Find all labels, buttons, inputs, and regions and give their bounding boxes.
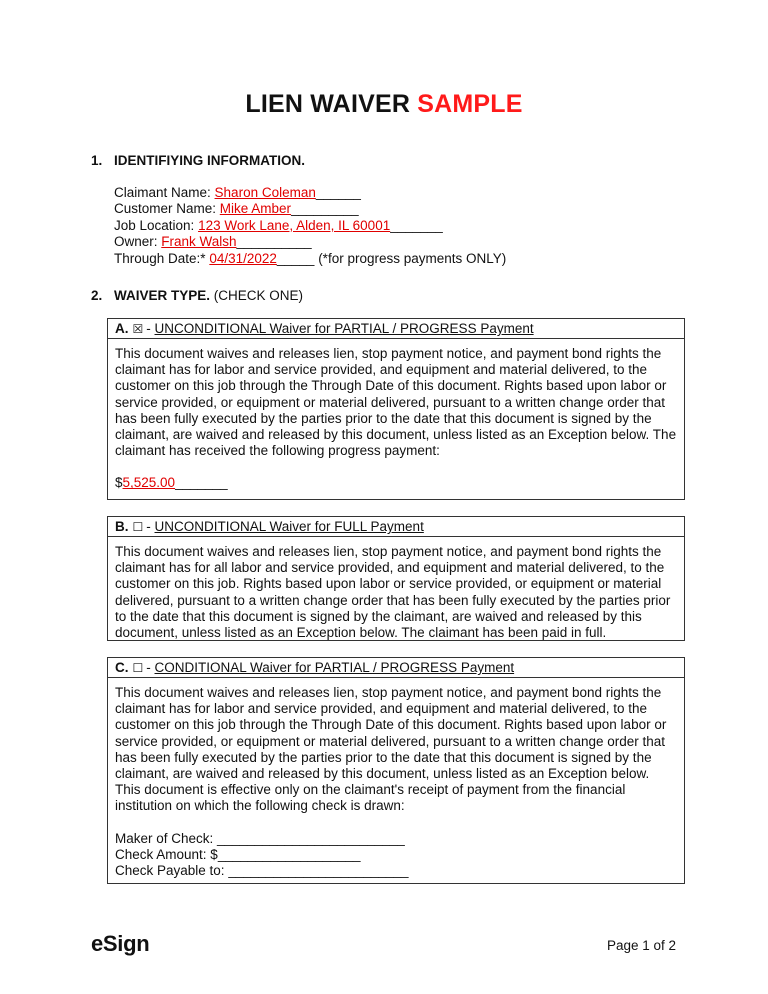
waiver-c-dash: - [146, 660, 155, 675]
waiver-a-text: This document waives and releases lien, stop payment notice, and payment bond rights the claimant has for labor and service provided, and equipment and material delivered, to the customer on this job through the Through Date of this document. Rights based upon labor or service provided, or equipment or material delivered, pursuant to a written change order that has been fully executed by the parties prior to the date that this document is signed by the claimant, are waived and released by this document, unless listed as an Exception below. The claimant has received the following progress payment: [115, 346, 677, 459]
field-label: Maker of Check: [115, 830, 218, 846]
claimant-name-row [114, 185, 506, 201]
field-blank: _________ [291, 201, 359, 217]
section-1-title: IDENTIFIYING INFORMATION. [114, 153, 305, 168]
amount-value[interactable]: 5,525.00 [122, 475, 176, 491]
waiver-a-checkbox[interactable]: ☒ [132, 322, 144, 336]
owner-row [114, 234, 506, 250]
maker-of-check-blank[interactable]: _________________________ [217, 830, 405, 846]
field-label: Check Payable to: [115, 863, 229, 879]
waiver-c-box [107, 657, 685, 884]
waiver-b-heading: UNCONDITIONAL Waiver for FULL Payment [154, 519, 424, 534]
waiver-a-box [107, 318, 685, 500]
document-title [0, 90, 768, 119]
waiver-b-checkbox[interactable]: ☐ [132, 520, 144, 534]
check-fields [115, 831, 677, 880]
waiver-b-letter: B. [115, 519, 129, 534]
waiver-c-header [108, 658, 684, 678]
field-blank: ______ [315, 185, 361, 200]
waiver-c-text: This document waives and releases lien, stop payment notice, and payment bond rights the claimant has for labor and service provided, and equipment and material delivered, to the customer on this job through the Through Date of this document. Rights based upon labor or service provided, or equipment or material delivered, pursuant to a written change order that has been fully executed by the parties prior to the date that this document is signed by the claimant, are waived and released by this document, unless listed as an Exception below. This document is effective only on the claimant's receipt of payment from the financial institution on which the following check is drawn: [115, 685, 667, 814]
field-label: Job Location: [114, 217, 199, 233]
esign-logo: eSign [91, 931, 150, 956]
waiver-b-header [108, 517, 684, 537]
customer-name-row [114, 201, 506, 217]
page-number: Page 1 of 2 [606, 938, 676, 953]
waiver-b-text: This document waives and releases lien, stop payment notice, and payment bond rights the claimant has for all labor and service provided, and equipment and material delivered, to the customer on this job. Rights based upon labor or service provided, or equipment or material delivered, pursuant to a written change order that has been fully executed by the parties prior to the date that this document is signed by the claimant, are waived and released by this document, unless listed as an Exception below. The claimant has been paid in full. [115, 544, 671, 641]
waiver-a-header [108, 319, 684, 339]
customer-name-value[interactable]: Mike Amber [219, 201, 292, 217]
section-2-note: (CHECK ONE) [210, 288, 304, 303]
section-1-number: 1. [91, 153, 103, 168]
amount-prefix: $ [115, 475, 123, 491]
field-label: Customer Name: [114, 201, 220, 217]
field-blank: __________ [236, 234, 312, 250]
title-main: LIEN WAIVER [245, 90, 411, 118]
through-date-value[interactable]: 04/31/2022 [209, 250, 277, 266]
section-1-heading [91, 153, 305, 168]
waiver-b-box [107, 516, 685, 641]
check-payable-row [115, 863, 677, 879]
title-accent: SAMPLE [417, 90, 523, 118]
field-label: Check Amount: $ [115, 846, 218, 862]
through-date-row [114, 251, 506, 267]
maker-of-check-row [115, 831, 677, 847]
check-payable-blank[interactable]: ________________________ [228, 863, 409, 879]
job-location-row [114, 218, 506, 234]
waiver-a-dash: - [146, 321, 155, 336]
field-blank: _____ [276, 250, 315, 266]
section-2-title: WAIVER TYPE. [114, 288, 211, 303]
owner-value[interactable]: Frank Walsh [161, 234, 237, 250]
section-2-number: 2. [91, 288, 103, 303]
check-amount-blank[interactable]: ___________________ [217, 846, 361, 862]
waiver-b-body [108, 537, 684, 641]
waiver-a-heading: UNCONDITIONAL Waiver for PARTIAL / PROGRESS Payment [154, 321, 534, 336]
job-location-value[interactable]: 123 Work Lane, Alden, IL 60001 [198, 217, 391, 233]
field-label: Claimant Name: [114, 185, 215, 200]
waiver-c-body [108, 678, 684, 879]
identifying-information [114, 185, 506, 267]
waiver-c-letter: C. [115, 660, 129, 675]
progress-payment-amount [115, 475, 677, 491]
field-label: Owner: [114, 234, 162, 250]
section-2-heading [91, 288, 303, 303]
waiver-a-body [108, 339, 684, 492]
field-blank: _______ [390, 217, 443, 233]
field-label: Through Date:* [114, 250, 210, 266]
waiver-c-checkbox[interactable]: ☐ [132, 661, 144, 675]
through-date-note: (*for progress payments ONLY) [314, 250, 507, 266]
waiver-b-dash: - [146, 519, 155, 534]
claimant-name-value[interactable]: Sharon Coleman [214, 185, 316, 200]
amount-blank: _______ [175, 475, 228, 491]
waiver-c-heading: CONDITIONAL Waiver for PARTIAL / PROGRESS Payment [154, 660, 515, 675]
waiver-a-letter: A. [115, 321, 129, 336]
check-amount-row [115, 847, 677, 863]
